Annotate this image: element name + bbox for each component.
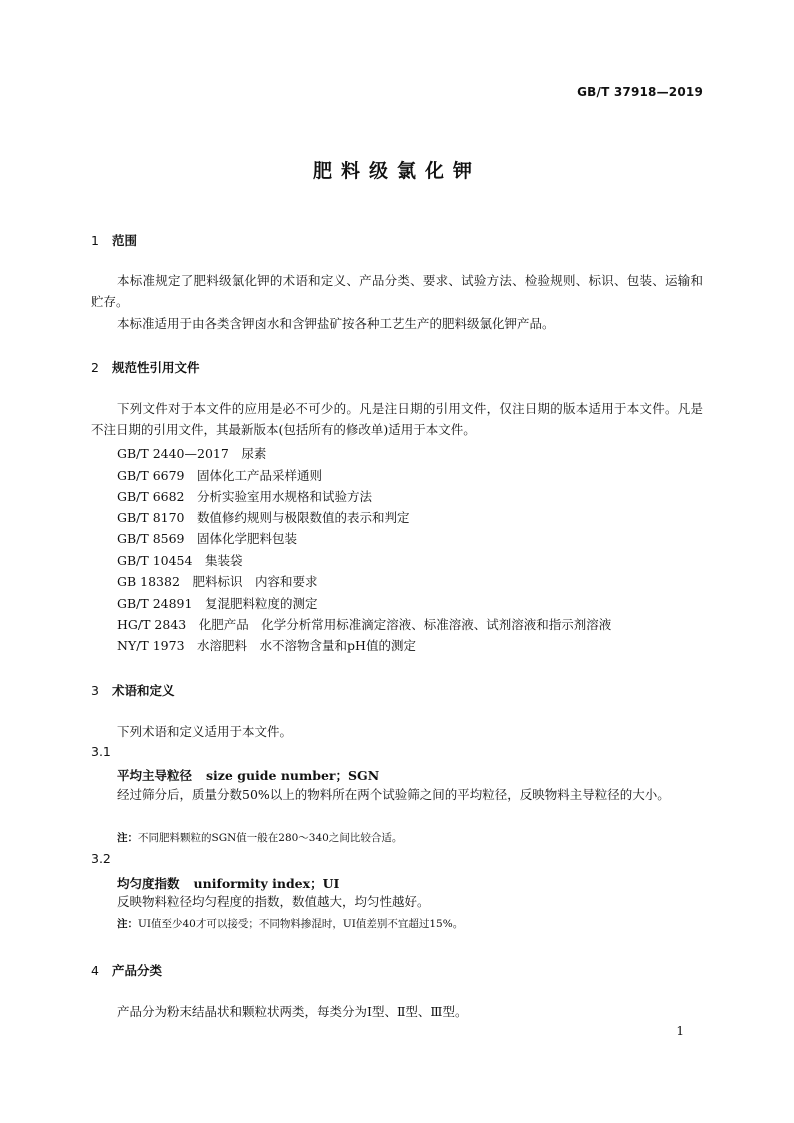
reference-code: GB/T 6679 bbox=[117, 468, 185, 483]
reference-code: NY/T 1973 bbox=[117, 638, 185, 653]
standard-code: GB/T 37918—2019 bbox=[577, 85, 703, 99]
reference-title: 集装袋 bbox=[204, 553, 243, 568]
term-chinese: 均匀度指数 bbox=[117, 876, 180, 891]
reference-code: GB/T 24891 bbox=[117, 596, 193, 611]
section-1-heading bbox=[91, 231, 137, 249]
section-4-heading bbox=[91, 961, 162, 979]
reference-code: GB/T 6682 bbox=[117, 489, 185, 504]
section-number: 1 bbox=[91, 233, 99, 248]
section-title: 术语和定义 bbox=[112, 683, 175, 698]
section-title: 范围 bbox=[112, 233, 138, 248]
reference-item bbox=[117, 594, 318, 612]
reference-code: HG/T 2843 bbox=[117, 617, 187, 632]
section-1-paragraph-1: 本标准规定了肥料级氯化钾的术语和定义、产品分类、要求、试验方法、检验规则、标识、包装、运输和贮存。 bbox=[91, 273, 703, 309]
reference-title: 尿素 bbox=[241, 446, 267, 461]
section-number: 2 bbox=[91, 360, 99, 375]
section-1-paragraph-2: 本标准适用于由各类含钾卤水和含钾盐矿按各种工艺生产的肥料级氯化钾产品。 bbox=[117, 316, 555, 331]
reference-item bbox=[117, 444, 266, 462]
reference-item bbox=[117, 466, 322, 484]
reference-title: 固体化学肥料包装 bbox=[197, 531, 298, 546]
reference-item bbox=[117, 572, 317, 590]
section-title: 产品分类 bbox=[112, 963, 163, 978]
term-number: 3.2 bbox=[91, 851, 111, 866]
page-number: 1 bbox=[676, 1024, 684, 1038]
reference-title: 复混肥料粒度的测定 bbox=[204, 596, 318, 611]
reference-item bbox=[117, 636, 416, 654]
reference-item bbox=[117, 487, 372, 505]
note-label: 注： bbox=[117, 918, 138, 930]
reference-title: 固体化工产品采样通则 bbox=[197, 468, 323, 483]
document-title: 肥料级氯化钾 bbox=[312, 160, 481, 182]
note-label: 注： bbox=[117, 832, 138, 844]
term-heading bbox=[117, 874, 339, 892]
reference-item bbox=[117, 551, 243, 569]
reference-title: 肥料标识 内容和要求 bbox=[192, 574, 318, 589]
term-definition: 经过筛分后，质量分数50%以上的物料所在两个试验筛之间的平均粒径，反映物料主导粒径的大小。 bbox=[117, 787, 670, 802]
note-text: 不同肥料颗粒的SGN值一般在280～340之间比较合适。 bbox=[138, 832, 403, 844]
reference-code: GB/T 2440—2017 bbox=[117, 446, 229, 461]
term-note bbox=[117, 830, 402, 845]
section-3-intro: 下列术语和定义适用于本文件。 bbox=[117, 724, 293, 739]
reference-title: 数值修约规则与极限数值的表示和判定 bbox=[197, 510, 410, 525]
term-english: uniformity index；UI bbox=[193, 876, 340, 891]
note-text: UI值至少40才可以接受；不同物料掺混时，UI值差别不宜超过15%。 bbox=[138, 918, 464, 930]
term-english: size guide number；SGN bbox=[206, 768, 380, 783]
section-3-heading bbox=[91, 681, 175, 699]
section-2-intro: 下列文件对于本文件的应用是必不可少的。凡是注日期的引用文件，仅注日期的版本适用于本文件。凡是不注日期的引用文件，其最新版本(包括所有的修改单)适用于本文件。 bbox=[91, 401, 703, 437]
reference-item bbox=[117, 508, 410, 526]
term-note bbox=[117, 916, 463, 931]
section-4-paragraph: 产品分为粉末结晶状和颗粒状两类，每类分为Ⅰ型、Ⅱ型、Ⅲ型。 bbox=[117, 1004, 468, 1019]
reference-code: GB/T 8569 bbox=[117, 531, 185, 546]
term-heading bbox=[117, 766, 379, 784]
term-chinese: 平均主导粒径 bbox=[117, 768, 193, 783]
section-2-heading bbox=[91, 358, 200, 376]
reference-code: GB/T 8170 bbox=[117, 510, 185, 525]
section-title: 规范性引用文件 bbox=[112, 360, 200, 375]
section-number: 3 bbox=[91, 683, 99, 698]
term-definition: 反映物料粒径均匀程度的指数，数值越大，均匀性越好。 bbox=[117, 894, 430, 909]
reference-title: 分析实验室用水规格和试验方法 bbox=[197, 489, 373, 504]
reference-item bbox=[117, 529, 297, 547]
reference-code: GB 18382 bbox=[117, 574, 180, 589]
reference-code: GB/T 10454 bbox=[117, 553, 193, 568]
section-number: 4 bbox=[91, 963, 99, 978]
reference-title: 化肥产品 化学分析常用标准滴定溶液、标准溶液、试剂溶液和指示剂溶液 bbox=[198, 617, 612, 632]
reference-title: 水溶肥料 水不溶物含量和pH值的测定 bbox=[197, 638, 416, 653]
reference-item bbox=[117, 615, 611, 633]
term-number: 3.1 bbox=[91, 744, 111, 759]
